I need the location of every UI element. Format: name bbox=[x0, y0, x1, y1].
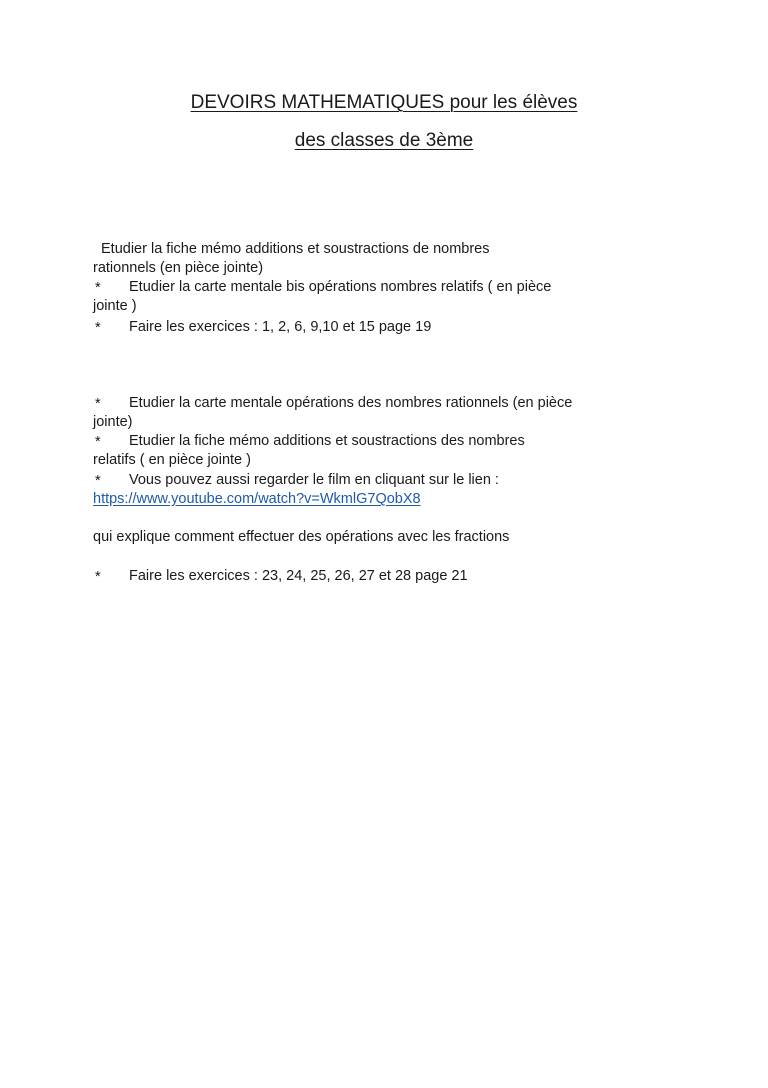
s2-item3-line1: Vous pouvez aussi regarder le film en cliquant sur le lien : bbox=[129, 472, 499, 488]
s1-item2-line1: Etudier la carte mentale bis opérations nombres relatifs ( en pièce bbox=[129, 279, 552, 295]
s2-item1-line1: Etudier la carte mentale opérations des nombres rationnels (en pièce bbox=[129, 395, 573, 411]
s1-item2-bullet: * bbox=[95, 280, 101, 296]
s2-item4-bullet: * bbox=[95, 569, 101, 585]
youtube-link[interactable]: https://www.youtube.com/watch?v=WkmlG7QobX8 bbox=[93, 491, 421, 507]
s2-item1-bullet: * bbox=[95, 396, 101, 412]
s2-item4-line1: Faire les exercices : 23, 24, 25, 26, 27 et 28 page 21 bbox=[129, 568, 468, 584]
s1-item3-line1: Faire les exercices : 1, 2, 6, 9,10 et 15 page 19 bbox=[129, 319, 432, 335]
s2-explain-text: qui explique comment effectuer des opérations avec les fractions bbox=[93, 529, 510, 545]
s1-item2-line2: jointe ) bbox=[93, 298, 137, 314]
s1-item3-bullet: * bbox=[95, 320, 101, 336]
s1-item1-line1: Etudier la fiche mémo additions et soustractions de nombres bbox=[101, 241, 490, 257]
s2-item2-line1: Etudier la fiche mémo additions et soustractions des nombres bbox=[129, 433, 525, 449]
s2-item2-line2: relatifs ( en pièce jointe ) bbox=[93, 452, 251, 468]
s1-item1-line2: rationnels (en pièce jointe) bbox=[93, 260, 264, 276]
page-title-line2: des classes de 3ème bbox=[294, 130, 474, 151]
page-title-line1: DEVOIRS MATHEMATIQUES pour les élèves bbox=[190, 92, 578, 113]
s2-item2-bullet: * bbox=[95, 434, 101, 450]
s2-item3-bullet: * bbox=[95, 473, 101, 489]
s2-item1-line2: jointe) bbox=[93, 414, 133, 430]
